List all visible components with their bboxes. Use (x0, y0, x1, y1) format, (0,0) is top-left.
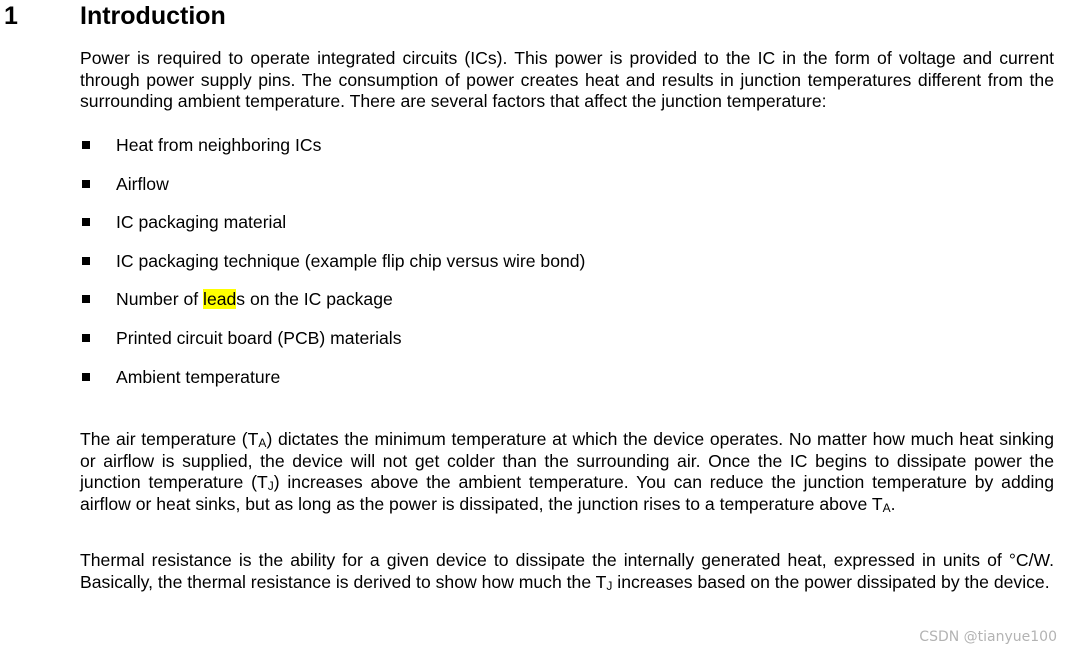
list-item-text: IC packaging material (116, 212, 287, 233)
list-item-text (116, 286, 393, 312)
list-item-text: IC packaging technique (example flip chip versus wire bond) (116, 250, 586, 271)
ambient-temperature-paragraph (80, 429, 1054, 515)
list-item (0, 248, 700, 274)
bullet-square-icon (82, 180, 90, 188)
section-number: 1 (4, 2, 18, 30)
intro-paragraph: Power is required to operate integrated circuits (ICs). This power is provided to the IC in the form of voltage and current through power supply pins. The consumption of power creates heat and results in junction temperatures different from the surrounding ambient temperature. There are several factors that affect the junction temperature: (80, 48, 1054, 111)
list-item-text: Heat from neighboring ICs (116, 135, 322, 155)
p3-text: increases based on the power dissipated by the device. (612, 571, 1050, 592)
p2-text: ) increases above the ambient temperature. You can reduce the junction temperature by adding airflow or heat sinks, but as long as the power is dissipated, the junction rises to a temperature above T (80, 472, 1054, 514)
list-item-text-pre: Number of (116, 289, 204, 310)
list-item (0, 325, 700, 351)
list-item (0, 209, 700, 235)
bullet-square-icon (82, 257, 90, 265)
subscript: J (606, 578, 613, 593)
list-item-text: Airflow (116, 173, 169, 194)
list-item (0, 171, 700, 197)
p3-text: Thermal resistance is the ability for a given device to dissipate the internally generated heat, expressed in units of °C/W. Basically, the thermal resistance is derived to show how much the T (80, 550, 1054, 592)
bullet-square-icon (82, 218, 90, 226)
list-item (0, 132, 700, 158)
p2-text: The air temperature (T (80, 429, 259, 449)
list-item-text-post: s on the IC package (236, 289, 393, 310)
list-item (0, 364, 700, 390)
section-title: Introduction (80, 2, 226, 30)
p2-text: ) dictates the minimum temperature at which the device operates. No matter how much heat sinking or airflow is supplied, the device will not get colder than the surrounding air. Once the IC begins to dissipate power the junction temperature (T (80, 429, 1054, 492)
bullet-square-icon (82, 295, 90, 303)
thermal-resistance-paragraph (80, 550, 1054, 593)
bullet-square-icon (82, 334, 90, 342)
list-item-text: Printed circuit board (PCB) materials (116, 328, 402, 348)
subscript: A (882, 500, 891, 515)
bullet-square-icon (82, 373, 90, 381)
watermark: CSDN @tianyue100 (919, 629, 1057, 645)
subscript: J (267, 479, 274, 493)
list-item (0, 286, 700, 312)
list-item-text: Ambient temperature (116, 366, 281, 387)
bullet-square-icon (82, 141, 90, 149)
subscript: A (258, 436, 267, 450)
highlighted-word: lead (203, 289, 237, 310)
section-heading (0, 0, 1071, 34)
p2-text: . (890, 493, 896, 514)
